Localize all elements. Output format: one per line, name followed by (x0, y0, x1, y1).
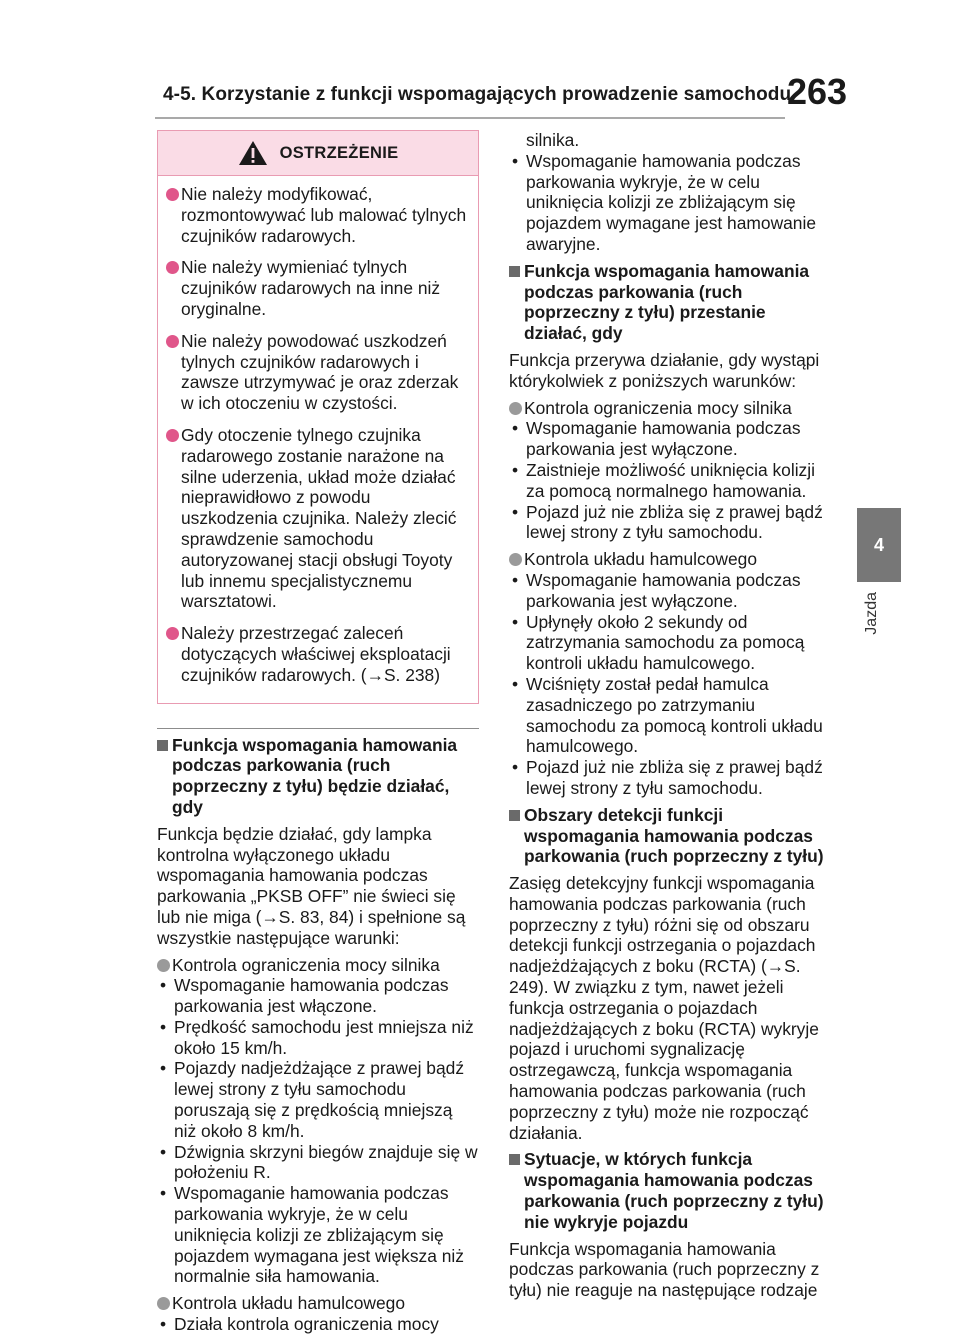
section-heading: Obszary detekcji funkcji wspomagania hamowania podczas parkowania (ruch poprzeczny z tyłu) (509, 805, 831, 867)
list-item: • Wspomaganie hamowania podczas parkowania jest wyłączone. (509, 418, 831, 460)
pink-bullet-icon (166, 627, 179, 640)
condition-title: Kontrola ograniczenia mocy silnika (157, 955, 479, 976)
paragraph: Zasięg detekcyjny funkcji wspomagania hamowania podczas parkowania (ruch poprzeczny z tyłu) różni się od obszaru detekcji funkcji ostrzegania o pojazdach nadjeżdżających z boku (RCTA) (→S. 249). W związku z tym, nawet jeżeli funkcja ostrzegania o pojazdach nadjeżdżających z boku (RCTA) wykryje pojazd i uruchomi sygnalizację ostrzegawczą, funkcja wspomagania hamowania podczas parkowania (ruch poprzeczny z tyłu) może nie rozpocząć działania. (509, 873, 819, 1143)
pink-bullet-icon (166, 429, 179, 442)
running-header: 4-5. Korzystanie z funkcji wspomagających prowadzenie samochodu (163, 84, 792, 105)
square-bullet-icon (509, 810, 520, 821)
warning-box (157, 130, 479, 704)
chapter-tab[interactable]: 4 (857, 508, 901, 582)
warning-triangle-icon (238, 140, 268, 166)
list-item: • Upłynęły około 2 sekundy od zatrzymania samochodu za pomocą kontroli układu hamulcowego. (509, 612, 831, 674)
list-item: • Wspomaganie hamowania podczas parkowania jest włączone. (157, 975, 479, 1017)
warning-item: Gdy otoczenie tylnego czujnika radarowego zostanie narażone na silne uderzenia, układ może działać nieprawidłowo z powodu uszkodzenia czujnika. Należy zlecić sprawdzenie samochodu autoryzowanej stacji obsługi Toyoty lub innemu specjalistycznemu warsztatowi. (168, 425, 468, 612)
list-item: • Wciśnięty został pedał hamulca zasadniczego po zatrzymaniu samochodu za pomocą kontroli układu hamulcowego. (509, 674, 831, 757)
warning-title: OSTRZEŻENIE (279, 143, 399, 162)
square-bullet-icon (509, 1154, 520, 1165)
square-bullet-icon (509, 266, 520, 277)
list-item: • Pojazd już nie zbliża się z prawej bądź lewej strony z tyłu samochodu. (509, 502, 831, 544)
list-item: • Pojazd już nie zbliża się z prawej bądź lewej strony z tyłu samochodu. (509, 757, 831, 799)
section-heading: Funkcja wspomagania hamowania podczas parkowania (ruch poprzeczny z tyłu) będzie działać, gdy (157, 728, 479, 818)
list-item: • Dźwignia skrzyni biegów znajduje się w położeniu R. (157, 1142, 479, 1184)
list-item: • Zaistnieje możliwość uniknięcia kolizji za pomocą normalnego hamowania. (509, 460, 831, 502)
list-item: • Prędkość samochodu jest mniejsza niż około 15 km/h. (157, 1017, 479, 1059)
condition-title: Kontrola ograniczenia mocy silnika (509, 398, 831, 419)
section-heading: Sytuacje, w których funkcja wspomagania hamowania podczas parkowania (ruch poprzeczny z tyłu) nie wykryje pojazdu (509, 1149, 831, 1232)
list-item-continuation: silnika. (526, 130, 580, 150)
pink-bullet-icon (166, 188, 179, 201)
list-item: • Pojazdy nadjeżdżające z prawej bądź lewej strony z tyłu samochodu poruszają się z prędkością mniejszą niż około 8 km/h. (157, 1058, 479, 1141)
paragraph: Funkcja wspomagania hamowania podczas parkowania (ruch poprzeczny z tyłu) nie reaguje na następujące rodzaje (509, 1238, 820, 1301)
pink-bullet-icon (166, 261, 179, 274)
list-item: • Wspomaganie hamowania podczas parkowania wykryje, że w celu uniknięcia kolizji ze zbliżającym się pojazdem wymagane jest hamowanie awaryjne. (509, 151, 831, 255)
section-heading: Funkcja wspomagania hamowania podczas parkowania (ruch poprzeczny z tyłu) przestanie działać, gdy (509, 261, 831, 344)
warning-item: Nie należy modyfikować, rozmontowywać lub malować tylnych czujników radarowych. (168, 184, 468, 246)
square-bullet-icon (157, 740, 168, 751)
chapter-label: Jazda (863, 592, 880, 635)
warning-body (158, 176, 478, 703)
list-item: • Działa kontrola ograniczenia mocy (157, 1314, 479, 1335)
header-divider (155, 117, 785, 119)
warning-item: Nie należy wymieniać tylnych czujników radarowych na inne niż oryginalne. (168, 257, 468, 319)
gray-bullet-icon (157, 1297, 170, 1310)
right-column (509, 130, 831, 1307)
warning-header (158, 131, 478, 176)
condition-title: Kontrola układu hamulcowego (157, 1293, 479, 1314)
page-number: 263 (787, 71, 848, 112)
warning-item: Należy przestrzegać zaleceń dotyczących właściwej eksploatacji czujników radarowych. (→S. 238) (168, 623, 468, 685)
left-column (157, 130, 479, 1335)
list-item: • Wspomaganie hamowania podczas parkowania wykryje, że w celu uniknięcia kolizji ze zbliżającym się pojazdem wymagana jest większa niż normalnie siła hamowania. (157, 1183, 479, 1287)
condition-title: Kontrola układu hamulcowego (509, 549, 831, 570)
paragraph: Funkcja przerywa działanie, gdy wystąpi którykolwiek z poniższych warunków: (509, 349, 820, 391)
paragraph: Funkcja będzie działać, gdy lampka kontrolna wyłączonego układu wspomagania hamowania podczas parkowania „PKSB OFF” nie świeci się lub nie miga (→S. 83, 84) i spełnione są wszystkie następujące warunki: (157, 823, 466, 948)
gray-bullet-icon (157, 959, 170, 972)
pink-bullet-icon (166, 335, 179, 348)
gray-bullet-icon (509, 402, 522, 415)
list-item: • Wspomaganie hamowania podczas parkowania jest wyłączone. (509, 570, 831, 612)
warning-item: Nie należy powodować uszkodzeń tylnych czujników radarowych i zawsze utrzymywać je oraz zderzak w ich otoczeniu w czystości. (168, 331, 468, 414)
gray-bullet-icon (509, 553, 522, 566)
